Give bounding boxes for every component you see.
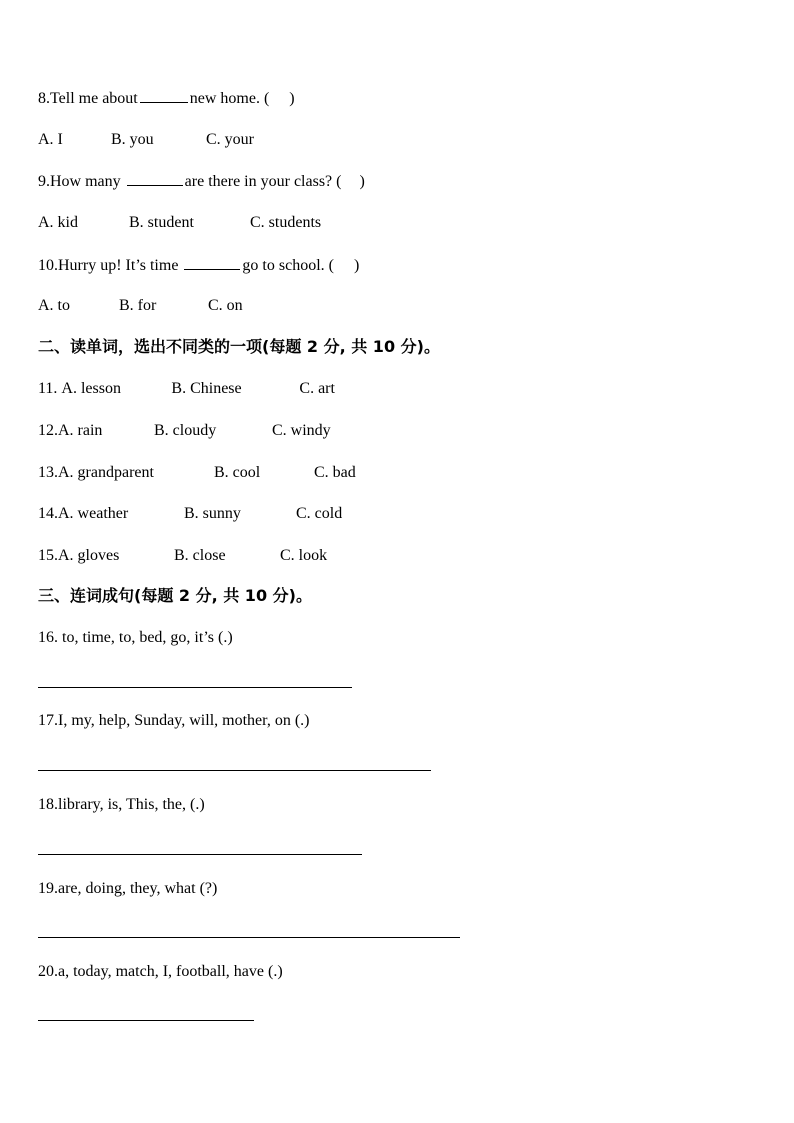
- option-a[interactable]: A. rain: [58, 422, 103, 439]
- question-9: 9.How many are there in your class? ( ): [38, 173, 365, 190]
- question-14: [38, 504, 342, 524]
- question-12: [38, 421, 331, 441]
- question-10-text: 10.Hurry up! It’s time: [38, 257, 179, 274]
- question-number: 11.: [38, 380, 58, 397]
- answer-line[interactable]: [38, 854, 362, 855]
- answer-line[interactable]: [38, 770, 431, 771]
- question-8-text-end: new home. (: [189, 90, 270, 107]
- question-8-options: [38, 130, 254, 150]
- answer-blank[interactable]: [140, 88, 188, 103]
- question-18: 18.library, is, This, the, (.): [38, 796, 205, 813]
- answer-blank[interactable]: [184, 255, 240, 270]
- option-c[interactable]: C. cold: [296, 505, 343, 522]
- question-number: 14.: [38, 505, 58, 522]
- question-9-options: [38, 213, 321, 233]
- option-a[interactable]: A. I: [38, 131, 63, 148]
- question-19: 19.are, doing, they, what (?): [38, 880, 218, 897]
- option-a[interactable]: A. kid: [38, 214, 78, 231]
- question-17: 17.I, my, help, Sunday, will, mother, on (.): [38, 712, 310, 729]
- option-a[interactable]: A. grandparent: [58, 464, 154, 481]
- option-c[interactable]: C. students: [250, 214, 322, 231]
- answer-line[interactable]: [38, 937, 460, 938]
- option-b[interactable]: B. Chinese: [171, 380, 242, 397]
- question-11: [38, 379, 335, 399]
- option-c[interactable]: C. your: [206, 131, 254, 148]
- question-9-text-end: are there in your class? (: [184, 173, 342, 190]
- question-8-text: 8.Tell me about: [38, 90, 138, 107]
- section-3-heading: 三、连词成句(每题 2 分, 共 10 分)。: [38, 586, 312, 605]
- option-a[interactable]: A. to: [38, 297, 70, 314]
- option-c[interactable]: C. bad: [314, 464, 356, 481]
- option-b[interactable]: B. sunny: [184, 505, 241, 522]
- option-b[interactable]: B. you: [111, 131, 154, 148]
- option-c[interactable]: C. on: [208, 297, 243, 314]
- option-b[interactable]: B. student: [129, 214, 194, 231]
- option-c[interactable]: C. art: [299, 380, 335, 397]
- question-9-text: 9.How many: [38, 173, 121, 190]
- option-c[interactable]: C. windy: [272, 422, 331, 439]
- option-a[interactable]: A. gloves: [58, 547, 120, 564]
- option-c[interactable]: C. look: [280, 547, 328, 564]
- question-15: [38, 546, 327, 566]
- option-b[interactable]: B. for: [119, 297, 157, 314]
- question-number: 15.: [38, 547, 58, 564]
- question-number: 13.: [38, 464, 58, 481]
- section-2-heading: 二、读单词，选出不同类的一项(每题 2 分, 共 10 分)。: [38, 337, 440, 356]
- question-16: 16. to, time, to, bed, go, it’s (.): [38, 629, 233, 646]
- option-a[interactable]: A. weather: [58, 505, 129, 522]
- option-b[interactable]: B. cloudy: [154, 422, 217, 439]
- option-b[interactable]: B. cool: [214, 464, 261, 481]
- answer-line[interactable]: [38, 687, 352, 688]
- question-8: 8.Tell me about new home. ( ): [38, 90, 295, 107]
- question-10-text-end: go to school. (: [242, 257, 334, 274]
- question-10: 10.Hurry up! It’s time go to school. ( ): [38, 257, 360, 274]
- option-a[interactable]: A. lesson: [61, 380, 121, 397]
- option-b[interactable]: B. close: [174, 547, 226, 564]
- question-number: 12.: [38, 422, 58, 439]
- question-13: [38, 463, 356, 483]
- answer-line[interactable]: [38, 1020, 254, 1021]
- question-10-options: [38, 296, 243, 316]
- answer-blank[interactable]: [127, 171, 183, 186]
- question-20: 20.a, today, match, I, football, have (.): [38, 963, 283, 980]
